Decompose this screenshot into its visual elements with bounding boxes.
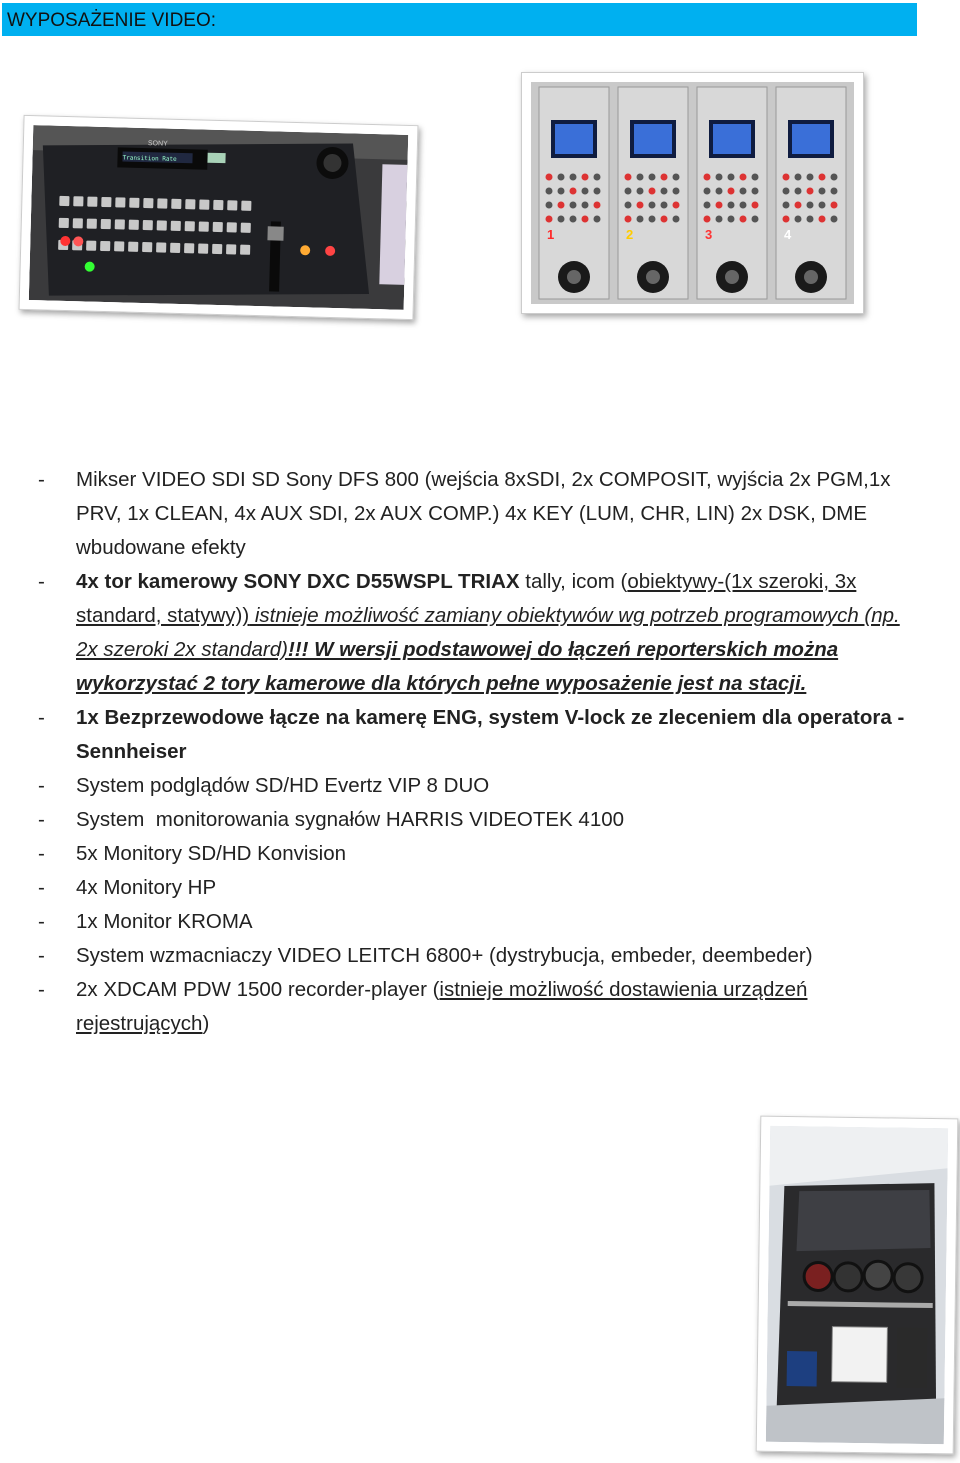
item-text: 1x Monitor KROMA (76, 910, 253, 933)
ccu-panel-photo (521, 72, 864, 314)
item-text: Mikser VIDEO SDI SD Sony DFS 800 (wejścia 8xSDI, 2x COMPOSIT, wyjścia 2x PGM,1x PRV, 1x CLEAN, 4x AUX SDI, 2x AUX COMP.) 4x KEY (LUM, CHR, LIN) 2x DSK, DME wbudowane efekty (76, 468, 891, 559)
section-title: WYPOSAŻENIE VIDEO: (7, 10, 217, 31)
list-item (0, 565, 960, 701)
list-item (0, 939, 960, 973)
list-item (0, 837, 960, 871)
channel-number: 4 (784, 227, 792, 242)
bullet: - (38, 978, 45, 1001)
item-text (76, 565, 916, 701)
item-italic-text: istnieje możliwość zamiany obiektywów wg potrzeb programowych (np. 2x szeroki 2x standard) (76, 604, 900, 661)
list-item (0, 803, 960, 837)
section-header-bar (2, 3, 917, 36)
item-bold-text: 4x tor kamerowy SONY DXC D55WSPL TRIAX (76, 570, 520, 593)
bullet: - (38, 570, 45, 593)
item-underlined-text: istnieje możliwość dostawienia urządzeń rejestrujących (76, 978, 808, 1035)
item-text: 5x Monitory SD/HD Konvision (76, 842, 347, 865)
list-item (0, 701, 960, 769)
item-text-segment: 2x XDCAM PDW 1500 recorder-player ( (76, 978, 440, 1001)
van-interior-photo (756, 1116, 959, 1455)
list-item (0, 871, 960, 905)
bullet: - (38, 468, 45, 491)
channel-number: 1 (547, 227, 555, 242)
item-text (76, 973, 916, 1041)
item-text: 1x Bezprzewodowe łącze na kamerę ENG, system V-lock ze zleceniem dla operatora - Sennheiser (76, 706, 905, 763)
list-item (0, 769, 960, 803)
list-item (0, 973, 960, 1041)
equipment-list (0, 463, 960, 1041)
channel-number: 2 (626, 227, 634, 242)
switcher-image (29, 125, 408, 310)
bullet: - (38, 706, 45, 729)
van-interior-image (766, 1126, 948, 1444)
item-text: System wzmacniaczy VIDEO LEITCH 6800+ (dystrybucja, embeder, deembeder) (76, 944, 813, 967)
list-item (0, 905, 960, 939)
item-bold-italic-text: !!! W wersji podstawowej do łączeń reporterskich można wykorzystać 2 tory kamerowe dla których pełne wyposażenie jest na stacji. (76, 638, 839, 695)
item-underlined-text: obiektywy-(1x szeroki, 3x standard, statywy)) (76, 570, 857, 627)
svg-text:Transition Rate: Transition Rate (122, 154, 177, 163)
bullet: - (38, 876, 45, 899)
switcher-photo (19, 115, 419, 320)
bullet: - (38, 774, 45, 797)
bullet: - (38, 808, 45, 831)
item-text: 4x Monitory HP (76, 876, 217, 899)
bullet: - (38, 910, 45, 933)
list-item (0, 463, 960, 565)
ccu-panel-image (531, 82, 854, 304)
channel-number: 3 (705, 227, 713, 242)
bullet: - (38, 842, 45, 865)
item-text-segment: ) (202, 1012, 210, 1035)
item-text-segment: tally, icom ( (519, 570, 628, 593)
bullet: - (38, 944, 45, 967)
brand-label: SONY (147, 140, 168, 148)
item-text: System podglądów SD/HD Evertz VIP 8 DUO (76, 774, 490, 797)
item-text: System monitorowania sygnałów HARRIS VIDEOTEK 4100 (76, 808, 625, 831)
